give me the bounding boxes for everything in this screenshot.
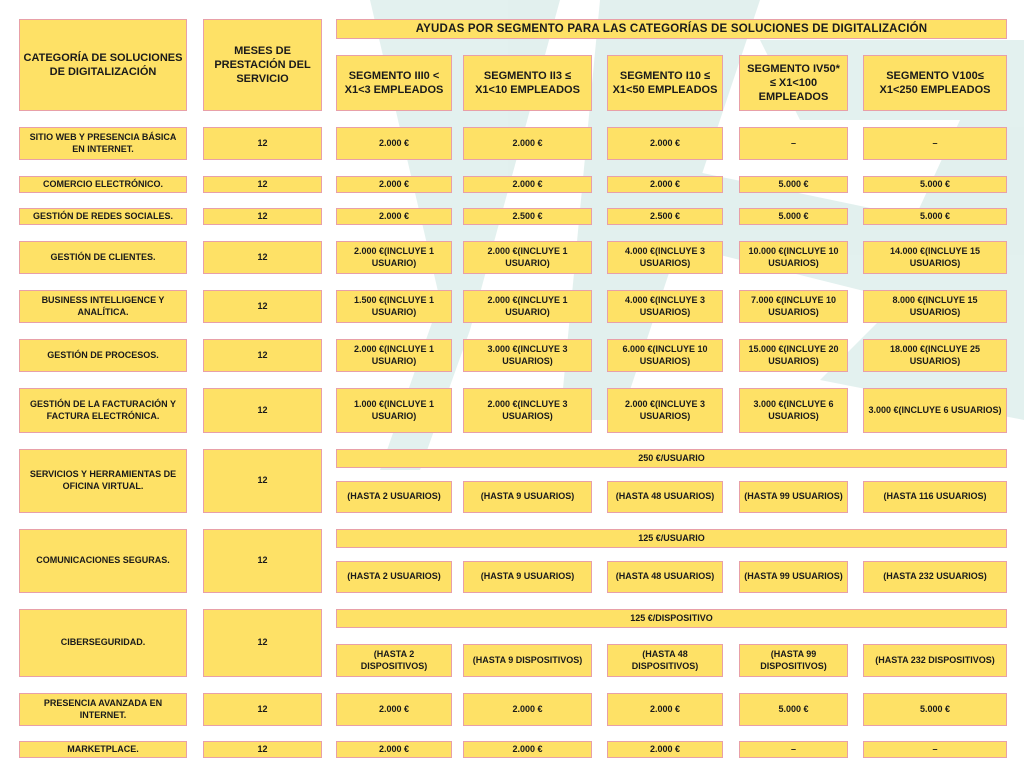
amount-cell: 2.000 €(INCLUYE 1 USUARIO) [336,241,452,274]
amount-cell: 5.000 € [739,208,848,225]
amount-cell: 15.000 €(INCLUYE 20 USUARIOS) [739,339,848,372]
table-title: AYUDAS POR SEGMENTO PARA LAS CATEGORÍAS DE SOLUCIONES DE DIGITALIZACIÓN [336,19,1007,39]
limit-cell: (HASTA 9 USUARIOS) [463,561,592,593]
amount-cell: – [739,127,848,160]
amount-cell: – [863,741,1007,758]
amount-cell: 2.000 € [336,176,452,193]
amount-cell: 14.000 €(INCLUYE 15 USUARIOS) [863,241,1007,274]
amount-cell: 2.500 € [463,208,592,225]
amount-cell: 2.000 €(INCLUYE 1 USUARIO) [463,241,592,274]
months-cell: 12 [203,529,322,593]
months-cell: 12 [203,241,322,274]
months-cell: 12 [203,693,322,726]
amount-cell: 3.000 €(INCLUYE 3 USUARIOS) [463,339,592,372]
limit-cell: (HASTA 9 DISPOSITIVOS) [463,644,592,677]
amount-cell: 3.000 €(INCLUYE 6 USUARIOS) [863,388,1007,433]
amount-cell: 8.000 €(INCLUYE 15 USUARIOS) [863,290,1007,323]
limit-cell: (HASTA 2 USUARIOS) [336,561,452,593]
segment-header-2: SEGMENTO II3 ≤ X1<10 EMPLEADOS [463,55,592,111]
months-cell: 12 [203,741,322,758]
limit-cell: (HASTA 2 DISPOSITIVOS) [336,644,452,677]
category-cell: MARKETPLACE. [19,741,187,758]
amount-cell: 10.000 €(INCLUYE 10 USUARIOS) [739,241,848,274]
amount-cell: 5.000 € [863,693,1007,726]
amount-cell: 5.000 € [863,176,1007,193]
category-cell: GESTIÓN DE LA FACTURACIÓN Y FACTURA ELECTRÓNICA. [19,388,187,433]
amount-cell: 5.000 € [739,693,848,726]
category-cell: GESTIÓN DE CLIENTES. [19,241,187,274]
category-cell: COMERCIO ELECTRÓNICO. [19,176,187,193]
category-cell: GESTIÓN DE PROCESOS. [19,339,187,372]
amount-cell: 2.000 € [607,176,723,193]
months-cell: 12 [203,609,322,677]
amount-cell: 2.000 € [607,693,723,726]
amount-cell: 2.000 € [463,127,592,160]
amount-cell: 2.000 €(INCLUYE 1 USUARIO) [336,339,452,372]
months-cell: 12 [203,176,322,193]
limit-cell: (HASTA 99 DISPOSITIVOS) [739,644,848,677]
amount-cell: 6.000 €(INCLUYE 10 USUARIOS) [607,339,723,372]
category-header: CATEGORÍA DE SOLUCIONES DE DIGITALIZACIÓN [19,19,187,111]
months-cell: 12 [203,208,322,225]
limit-cell: (HASTA 99 USUARIOS) [739,561,848,593]
amount-cell: 2.000 € [607,127,723,160]
amount-cell: 2.500 € [607,208,723,225]
amount-cell: 2.000 € [336,741,452,758]
months-cell: 12 [203,339,322,372]
category-cell: GESTIÓN DE REDES SOCIALES. [19,208,187,225]
limit-cell: (HASTA 48 DISPOSITIVOS) [607,644,723,677]
amount-cell: – [863,127,1007,160]
segment-header-5: SEGMENTO V100≤ X1<250 EMPLEADOS [863,55,1007,111]
category-cell: SITIO WEB Y PRESENCIA BÁSICA EN INTERNET. [19,127,187,160]
months-header: MESES DE PRESTACIÓN DEL SERVICIO [203,19,322,111]
amount-cell: 7.000 €(INCLUYE 10 USUARIOS) [739,290,848,323]
category-cell: SERVICIOS Y HERRAMIENTAS DE OFICINA VIRTUAL. [19,449,187,513]
limit-cell: (HASTA 232 DISPOSITIVOS) [863,644,1007,677]
amount-cell: – [739,741,848,758]
amount-cell: 2.000 € [463,693,592,726]
segment-header-3: SEGMENTO I10 ≤ X1<50 EMPLEADOS [607,55,723,111]
limit-cell: (HASTA 48 USUARIOS) [607,561,723,593]
amount-cell: 2.000 € [463,741,592,758]
category-cell: CIBERSEGURIDAD. [19,609,187,677]
amount-cell: 3.000 €(INCLUYE 6 USUARIOS) [739,388,848,433]
amount-cell: 18.000 €(INCLUYE 25 USUARIOS) [863,339,1007,372]
limit-cell: (HASTA 48 USUARIOS) [607,481,723,513]
category-cell: PRESENCIA AVANZADA EN INTERNET. [19,693,187,726]
amount-cell: 1.000 €(INCLUYE 1 USUARIO) [336,388,452,433]
limit-cell: (HASTA 9 USUARIOS) [463,481,592,513]
amount-cell: 5.000 € [863,208,1007,225]
months-cell: 12 [203,388,322,433]
amount-cell: 2.000 € [336,208,452,225]
months-cell: 12 [203,449,322,513]
limit-cell: (HASTA 99 USUARIOS) [739,481,848,513]
months-cell: 12 [203,127,322,160]
shared-price-cell: 250 €/USUARIO [336,449,1007,468]
category-cell: COMUNICACIONES SEGURAS. [19,529,187,593]
amount-cell: 2.000 € [336,693,452,726]
amount-cell: 1.500 €(INCLUYE 1 USUARIO) [336,290,452,323]
amount-cell: 2.000 €(INCLUYE 1 USUARIO) [463,290,592,323]
months-cell: 12 [203,290,322,323]
amount-cell: 4.000 €(INCLUYE 3 USUARIOS) [607,290,723,323]
segment-header-1: SEGMENTO III0 < X1<3 EMPLEADOS [336,55,452,111]
shared-price-cell: 125 €/USUARIO [336,529,1007,548]
category-cell: BUSINESS INTELLIGENCE Y ANALÍTICA. [19,290,187,323]
amount-cell: 2.000 € [336,127,452,160]
amount-cell: 2.000 €(INCLUYE 3 USUARIOS) [463,388,592,433]
shared-price-cell: 125 €/DISPOSITIVO [336,609,1007,628]
amount-cell: 4.000 €(INCLUYE 3 USUARIOS) [607,241,723,274]
amount-cell: 2.000 € [463,176,592,193]
amount-cell: 2.000 € [607,741,723,758]
limit-cell: (HASTA 116 USUARIOS) [863,481,1007,513]
amount-cell: 2.000 €(INCLUYE 3 USUARIOS) [607,388,723,433]
limit-cell: (HASTA 232 USUARIOS) [863,561,1007,593]
limit-cell: (HASTA 2 USUARIOS) [336,481,452,513]
segment-header-4: SEGMENTO IV50* ≤ X1<100 EMPLEADOS [739,55,848,111]
amount-cell: 5.000 € [739,176,848,193]
